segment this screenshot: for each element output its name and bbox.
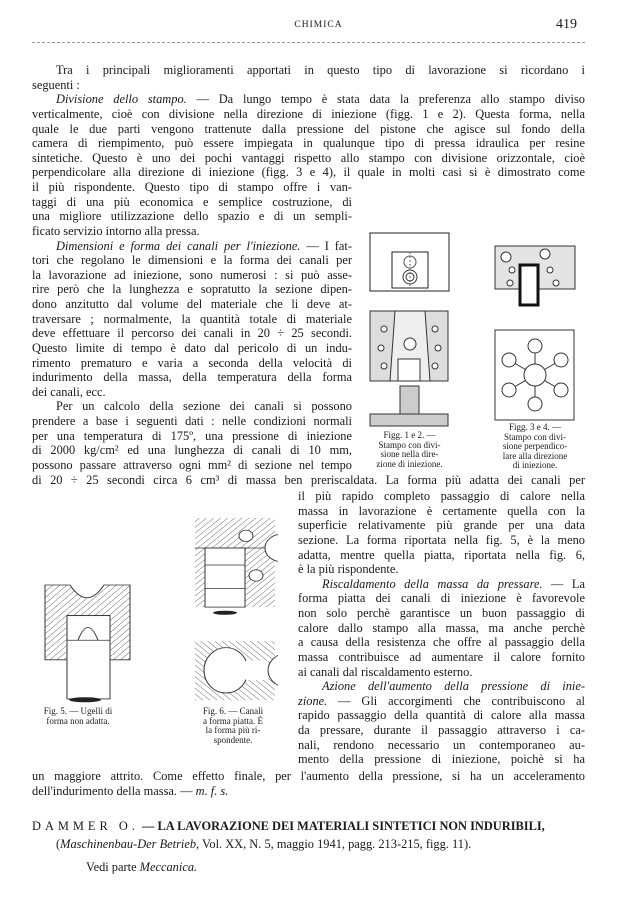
figure-3-mold-perpendicular-split [495, 246, 575, 305]
text-run: di 2000 kg/cm² ed una lunghezza di canali di 10 mm, [32, 443, 352, 458]
text-line [32, 107, 585, 122]
text-run: Per un calcolo della sezione dei canali si possono [56, 399, 352, 414]
running-header: CHIMICA [294, 20, 343, 30]
figure-4-flower-cavity [495, 330, 574, 420]
text-line [32, 326, 352, 341]
text-line [298, 548, 585, 563]
figure-1-mold-vertical-split [370, 233, 449, 291]
text-run: mento della pressione di iniezione, poichè si ha [298, 752, 585, 767]
text-line [32, 341, 352, 356]
text-run: non solo perchè garantisce un buon passaggio di [298, 606, 585, 620]
caption-line: Fig. 6. — Canali [202, 706, 264, 716]
text-line [32, 239, 352, 254]
text-run: a causa della resistenza che offre al passaggio della [298, 635, 585, 650]
text-line [298, 562, 585, 577]
text-run: rimento prematuro e varia a seconda della velocità di [32, 355, 352, 370]
text-run: traversare ; normalmente, la quantità totale di materiale [32, 311, 352, 326]
text-line [32, 165, 585, 180]
text-line [298, 621, 585, 636]
figure-5-nozzle-unsuitable [45, 585, 130, 702]
text-line [32, 312, 352, 327]
text-run: Questo limite di tempo è dato dal pericolo di un indu- [32, 340, 352, 355]
see-also-section: Meccanica. [139, 860, 198, 874]
text-run: sezione. La forma riportata nella fig. 5, è la meno [298, 532, 585, 547]
italic-run-in-heading: m. f. s. [195, 783, 229, 798]
caption-line: a forma piatta. È [203, 715, 263, 726]
text-line [298, 708, 585, 723]
text-line [298, 694, 585, 709]
text-run: per una temperatura di 175º, una pressione di iniezione [32, 428, 352, 443]
text-run: da pressare, durante il passaggio attraverso i ca- [298, 723, 585, 737]
text-line [32, 356, 352, 371]
text-line [32, 429, 352, 444]
text-run: quale le due parti vengono trattenute dalla pressione del pistone che agisce sul fondo della [32, 121, 585, 136]
text-line [298, 577, 585, 592]
text-line [32, 784, 585, 799]
text-run: seguenti : [32, 77, 80, 92]
figure-6-flat-channels [195, 518, 312, 700]
text-line [32, 151, 585, 166]
italic-run-in-heading: Divisione dello stampo. [56, 92, 187, 107]
header-rule [32, 42, 585, 43]
text-line [32, 136, 585, 151]
text-line [32, 78, 585, 93]
text-run: di 20 ÷ 25 secondi circa 6 cm³ di massa ben preriscaldata. La forma più adatta dei canali per [32, 473, 585, 487]
caption-line: spondente. [213, 734, 253, 745]
reference-see-also [86, 860, 197, 875]
text-run: la lavorazione ad iniezione, sono numerosi : si può asse- [32, 267, 352, 282]
caption-figs-1-2 [362, 431, 457, 469]
text-block-top [32, 63, 585, 180]
reference-journal: Maschinenbau-Der Betrieb, [60, 837, 200, 851]
text-run: deve effettuare il percorso dei canali in 20 ÷ 25 secondi. [32, 326, 352, 341]
text-line [298, 665, 585, 680]
text-line [298, 533, 585, 548]
text-run: massa in lavorazione è certamente quella con la [298, 503, 585, 518]
figure-2-mold-section [370, 311, 448, 426]
text-run: è la più rispondente. [298, 562, 399, 577]
text-line [298, 723, 585, 738]
text-run: dono anzitutto dal volume del materiale che li deve at- [32, 297, 352, 311]
caption-line: Stampo con divi- [378, 439, 441, 450]
text-line [32, 180, 352, 195]
reference-details: Vol. XX, N. 5, maggio 1941, pagg. 213-215, figg. 11). [199, 837, 472, 851]
text-run: camera di riempimento, può essere impiegata in qualunque tipo di pressa idraulica per resine [32, 136, 585, 151]
caption-line: Fig. 5. — Ugelli di [43, 706, 113, 716]
text-run: dell'indurimento della massa. — [32, 783, 196, 798]
text-run: un maggiore attrito. Come effetto finale, per l'aumento della pressione, si ha un acceleramento [32, 769, 585, 783]
text-run: il più rispondente. Questo tipo di stampo offre i van- [32, 180, 352, 194]
text-run: verticalmente, cioè con divisione nella direzione di iniezione (figg. 1 e 2). Questa forma, nella [32, 106, 585, 121]
text-run: Tra i principali miglioramenti apportati in questo tipo di lavorazione si ricordano i [56, 63, 585, 77]
caption-line: sione nella dire- [380, 449, 439, 459]
caption-line: Stampo con divi- [504, 431, 566, 442]
text-line [32, 370, 352, 385]
text-run: — I fat- [300, 238, 352, 253]
text-block-middle [32, 473, 585, 488]
reference-title: — LA LAVORAZIONE DEI MATERIALI SINTETICI NON INDURIBILI, [138, 819, 545, 833]
text-line [32, 399, 352, 414]
caption-line: di iniezione. [512, 460, 558, 470]
text-line [298, 504, 585, 519]
text-run: il più rapido completo passaggio di calore nella [298, 489, 585, 503]
caption-figs-3-4 [486, 423, 584, 471]
text-line [32, 414, 352, 429]
text-run: sintetiche. Questo è uno dei pochi vantaggi rispetto allo stampo con divisione orizzontale, cioè [32, 150, 585, 165]
text-line [298, 679, 585, 694]
reference-author: DAMMER O. [32, 819, 139, 833]
text-run: ficato servizio intorno alla pressa. [32, 223, 200, 238]
caption-line: Figg. 1 e 2. — [383, 430, 436, 440]
italic-run-in-heading: Riscaldamento della massa da pressare. [322, 576, 543, 591]
text-run: possono passare attraverso ogni mm² di sezione nel tempo [32, 457, 352, 472]
text-run: dei canali, ecc. [32, 384, 106, 399]
text-run: perpendicolare alla direzione di iniezione (figg. 3 e 4), il quale in molti casi si è dimostrato come [32, 165, 585, 180]
text-run: forma piatta dei canali di iniezione è favorevole [298, 591, 585, 606]
caption-fig-6 [188, 707, 278, 745]
text-run: rire però che la lunghezza e sopratutto la sezione dipen- [32, 282, 352, 297]
text-line [298, 650, 585, 665]
text-line [32, 769, 585, 784]
text-run: una migliore utilizzazione dello spazio e di un sempli- [32, 209, 352, 224]
reference-source-open: ( [56, 837, 61, 851]
caption-line: sione perpendico- [502, 441, 568, 451]
caption-line: zione di iniezione. [376, 458, 443, 469]
see-also-prefix: Vedi parte [86, 860, 140, 874]
text-run: — La [542, 576, 585, 591]
text-line [298, 606, 585, 621]
reference-heading [32, 819, 592, 834]
text-run: — Da lungo tempo è stata data la preferenza allo stampo diviso [186, 92, 586, 107]
text-line [32, 443, 352, 458]
text-run: calore dallo stampo alla massa, ma anche perchè [298, 620, 585, 635]
text-line [32, 282, 352, 297]
text-run: ai canali dal riscaldamento esterno. [298, 664, 473, 679]
text-line [32, 63, 585, 78]
text-line [298, 518, 585, 533]
text-run: adatta, mentre quella piatta, riportata nella fig. 6, [298, 547, 585, 562]
text-block-left-column [32, 180, 352, 473]
text-line [298, 489, 585, 504]
text-line [32, 473, 585, 488]
caption-fig-5 [28, 707, 128, 726]
italic-run-in-heading: Dimensioni e forma dei canali per l'iniezione. [56, 238, 301, 253]
text-run: tori che regolano le dimensioni e la forma dei canali per [32, 253, 352, 268]
text-line [32, 268, 352, 283]
text-run: rapido passaggio della quantità di calore alla massa [298, 708, 585, 723]
text-line [32, 253, 352, 268]
text-line [32, 92, 585, 107]
text-line [298, 738, 585, 753]
italic-run-in-heading: Azione dell'aumento della pressione di inie- [322, 679, 585, 694]
text-run: prendere a base i seguenti dati : nelle condizioni normali [32, 414, 352, 428]
text-line [32, 209, 352, 224]
text-block-right-column [298, 489, 585, 767]
text-line [32, 195, 352, 210]
text-block-bottom [32, 769, 585, 798]
text-line [298, 635, 585, 650]
caption-line: Figg. 3 e 4. — [508, 422, 561, 432]
caption-line: lare alla direzione [502, 450, 568, 461]
text-line [32, 122, 585, 137]
text-run: — Gli accorgimenti che contribuiscono al [327, 693, 585, 708]
text-run: superficie relativamente più grande per una data [298, 518, 585, 533]
page-number: 419 [556, 17, 577, 32]
text-run: indurimento della massa, della temperatura della forma [32, 370, 352, 385]
text-line [32, 224, 352, 239]
text-line [298, 752, 585, 767]
italic-run-in-heading: zione. [298, 693, 328, 708]
caption-line: forma non adatta. [46, 715, 110, 726]
text-line [32, 458, 352, 473]
caption-line: la forma più ri- [205, 725, 261, 735]
text-run: taggi di una più economica e semplice costruzione, di [32, 194, 352, 209]
text-run: massa contribuisce ad aumentare il calore fornito [298, 649, 585, 664]
text-line [32, 297, 352, 312]
text-line [298, 591, 585, 606]
reference-source [56, 837, 471, 852]
text-run: nali, rendono necessario un contemporaneo au- [298, 737, 585, 752]
text-line [32, 385, 352, 400]
